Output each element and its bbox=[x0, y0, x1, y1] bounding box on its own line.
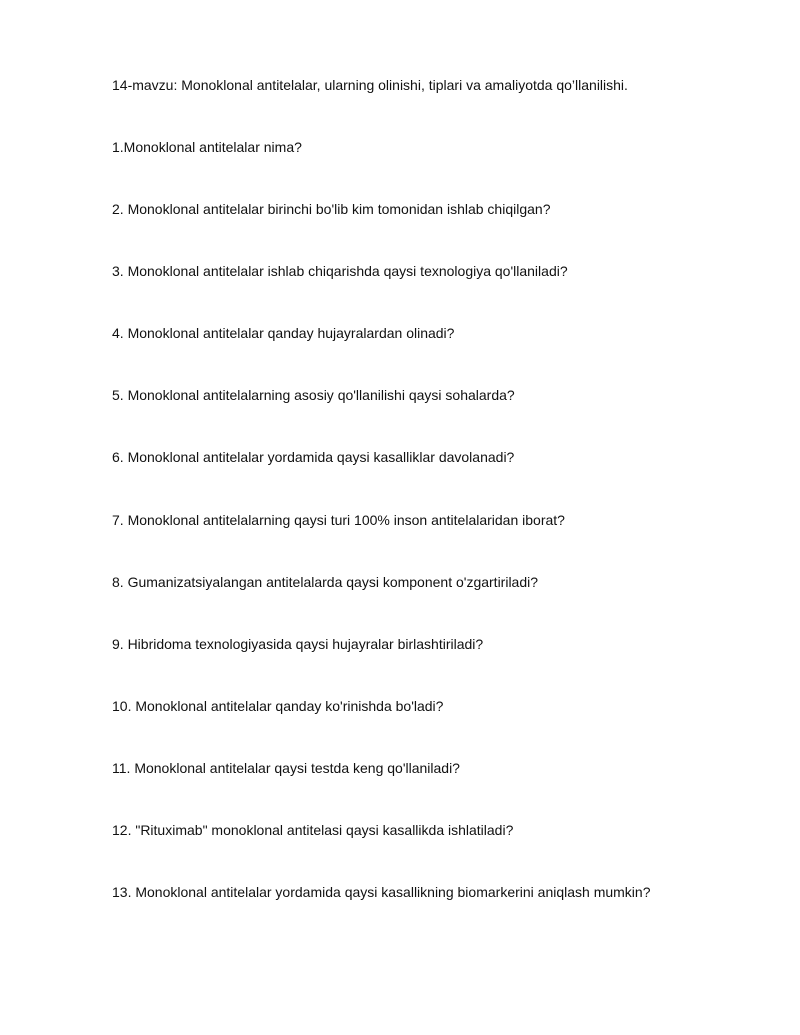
question-9: 9. Hibridoma texnologiyasida qaysi hujayralar birlashtiriladi? bbox=[112, 636, 484, 652]
question-6: 6. Monoklonal antitelalar yordamida qaysi kasalliklar davolanadi? bbox=[112, 449, 515, 465]
document-title: 14-mavzu: Monoklonal antitelalar, ularning olinishi, tiplari va amaliyotda qo’llanilishi. bbox=[112, 77, 628, 93]
question-8: 8. Gumanizatsiyalangan antitelalarda qaysi komponent o'zgartiriladi? bbox=[112, 574, 539, 590]
question-10: 10. Monoklonal antitelalar qanday ko'rinishda bo'ladi? bbox=[112, 698, 444, 714]
question-7: 7. Monoklonal antitelalarning qaysi turi 100% inson antitelalaridan iborat? bbox=[112, 512, 565, 528]
question-12: 12. "Rituximab" monoklonal antitelasi qaysi kasallikda ishlatiladi? bbox=[112, 822, 514, 838]
question-5: 5. Monoklonal antitelalarning asosiy qo'llanilishi qaysi sohalarda? bbox=[112, 387, 515, 403]
question-3: 3. Monoklonal antitelalar ishlab chiqarishda qaysi texnologiya qo'llaniladi? bbox=[112, 263, 568, 279]
question-2: 2. Monoklonal antitelalar birinchi bo'lib kim tomonidan ishlab chiqilgan? bbox=[112, 201, 551, 217]
question-11: 11. Monoklonal antitelalar qaysi testda keng qo'llaniladi? bbox=[112, 760, 460, 776]
question-1: 1.Monoklonal antitelalar nima? bbox=[112, 139, 302, 155]
question-4: 4. Monoklonal antitelalar qanday hujayralardan olinadi? bbox=[112, 325, 455, 341]
question-13: 13. Monoklonal antitelalar yordamida qaysi kasallikning biomarkerini aniqlash mumkin? bbox=[112, 884, 651, 900]
